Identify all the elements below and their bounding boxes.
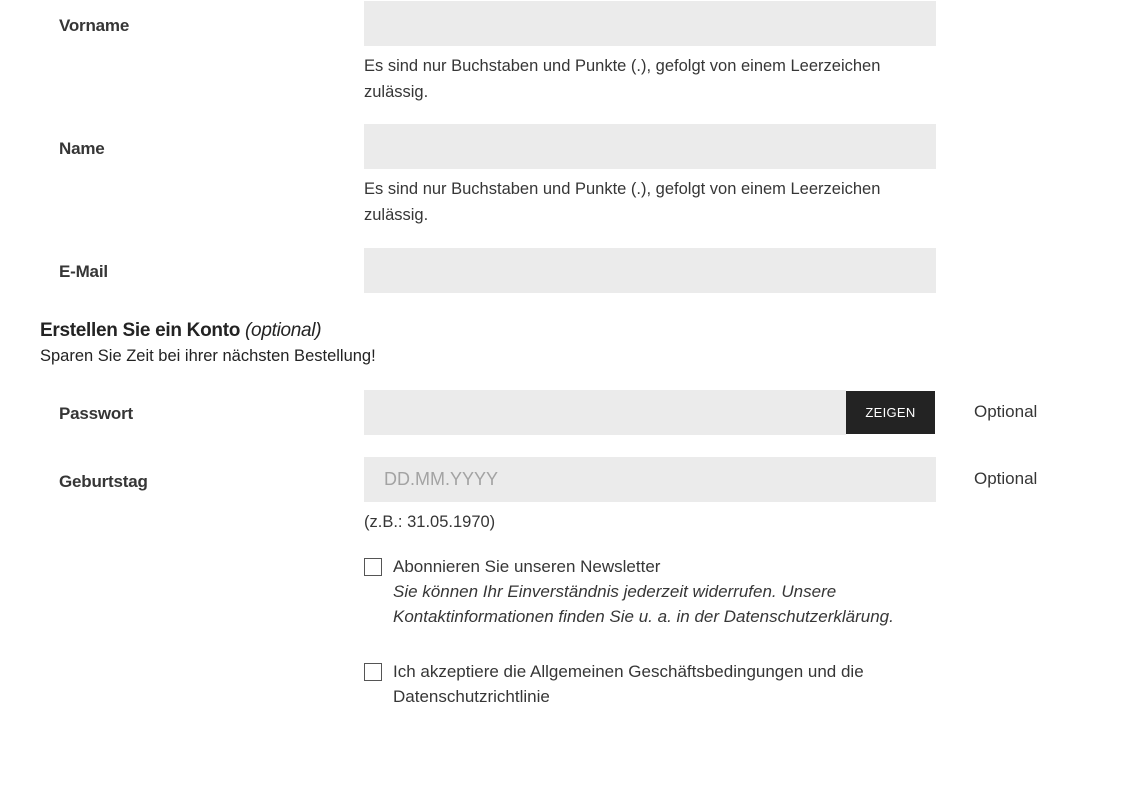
lastname-input[interactable] bbox=[364, 124, 936, 169]
terms-label-line2[interactable]: Datenschutzrichtlinie bbox=[393, 687, 550, 706]
lastname-hint-line1: Es sind nur Buchstaben und Punkte (.), gefolgt von einem Leerzeichen bbox=[364, 180, 881, 198]
firstname-hint-line1: Es sind nur Buchstaben und Punkte (.), gefolgt von einem Leerzeichen bbox=[364, 57, 881, 75]
lastname-label: Name bbox=[59, 139, 105, 158]
terms-text bbox=[393, 659, 933, 709]
newsletter-text bbox=[393, 554, 933, 629]
lastname-hint-line2: zulässig. bbox=[364, 206, 429, 224]
firstname-label: Vorname bbox=[59, 16, 130, 35]
lastname-hint bbox=[364, 176, 924, 228]
account-section-title bbox=[40, 320, 321, 342]
account-title-optional: (optional) bbox=[245, 320, 322, 341]
email-label: E-Mail bbox=[59, 262, 108, 281]
show-password-button[interactable]: ZEIGEN bbox=[846, 391, 935, 434]
newsletter-note-line2: Kontaktinformationen finden Sie u. a. in der Datenschutzerklärung. bbox=[393, 607, 894, 626]
newsletter-label[interactable]: Abonnieren Sie unseren Newsletter bbox=[393, 557, 661, 576]
firstname-hint bbox=[364, 53, 924, 105]
password-label: Passwort bbox=[59, 404, 133, 423]
birthday-label: Geburtstag bbox=[59, 472, 148, 491]
terms-label-line1[interactable]: Ich akzeptiere die Allgemeinen Geschäftsbedingungen und die bbox=[393, 662, 864, 681]
email-input[interactable] bbox=[364, 248, 936, 293]
birthday-input[interactable] bbox=[364, 457, 936, 502]
account-title-text: Erstellen Sie ein Konto bbox=[40, 320, 241, 341]
newsletter-note-line1: Sie können Ihr Einverständnis jederzeit widerrufen. Unsere bbox=[393, 582, 837, 601]
firstname-input[interactable] bbox=[364, 1, 936, 46]
terms-checkbox[interactable] bbox=[364, 663, 382, 681]
newsletter-checkbox[interactable] bbox=[364, 558, 382, 576]
birthday-optional-label: Optional bbox=[974, 469, 1038, 488]
firstname-hint-line2: zulässig. bbox=[364, 83, 429, 101]
password-input[interactable] bbox=[364, 390, 846, 435]
account-subtitle: Sparen Sie Zeit bei ihrer nächsten Bestellung! bbox=[40, 347, 376, 365]
password-optional-label: Optional bbox=[974, 402, 1038, 421]
birthday-example: (z.B.: 31.05.1970) bbox=[364, 513, 496, 531]
